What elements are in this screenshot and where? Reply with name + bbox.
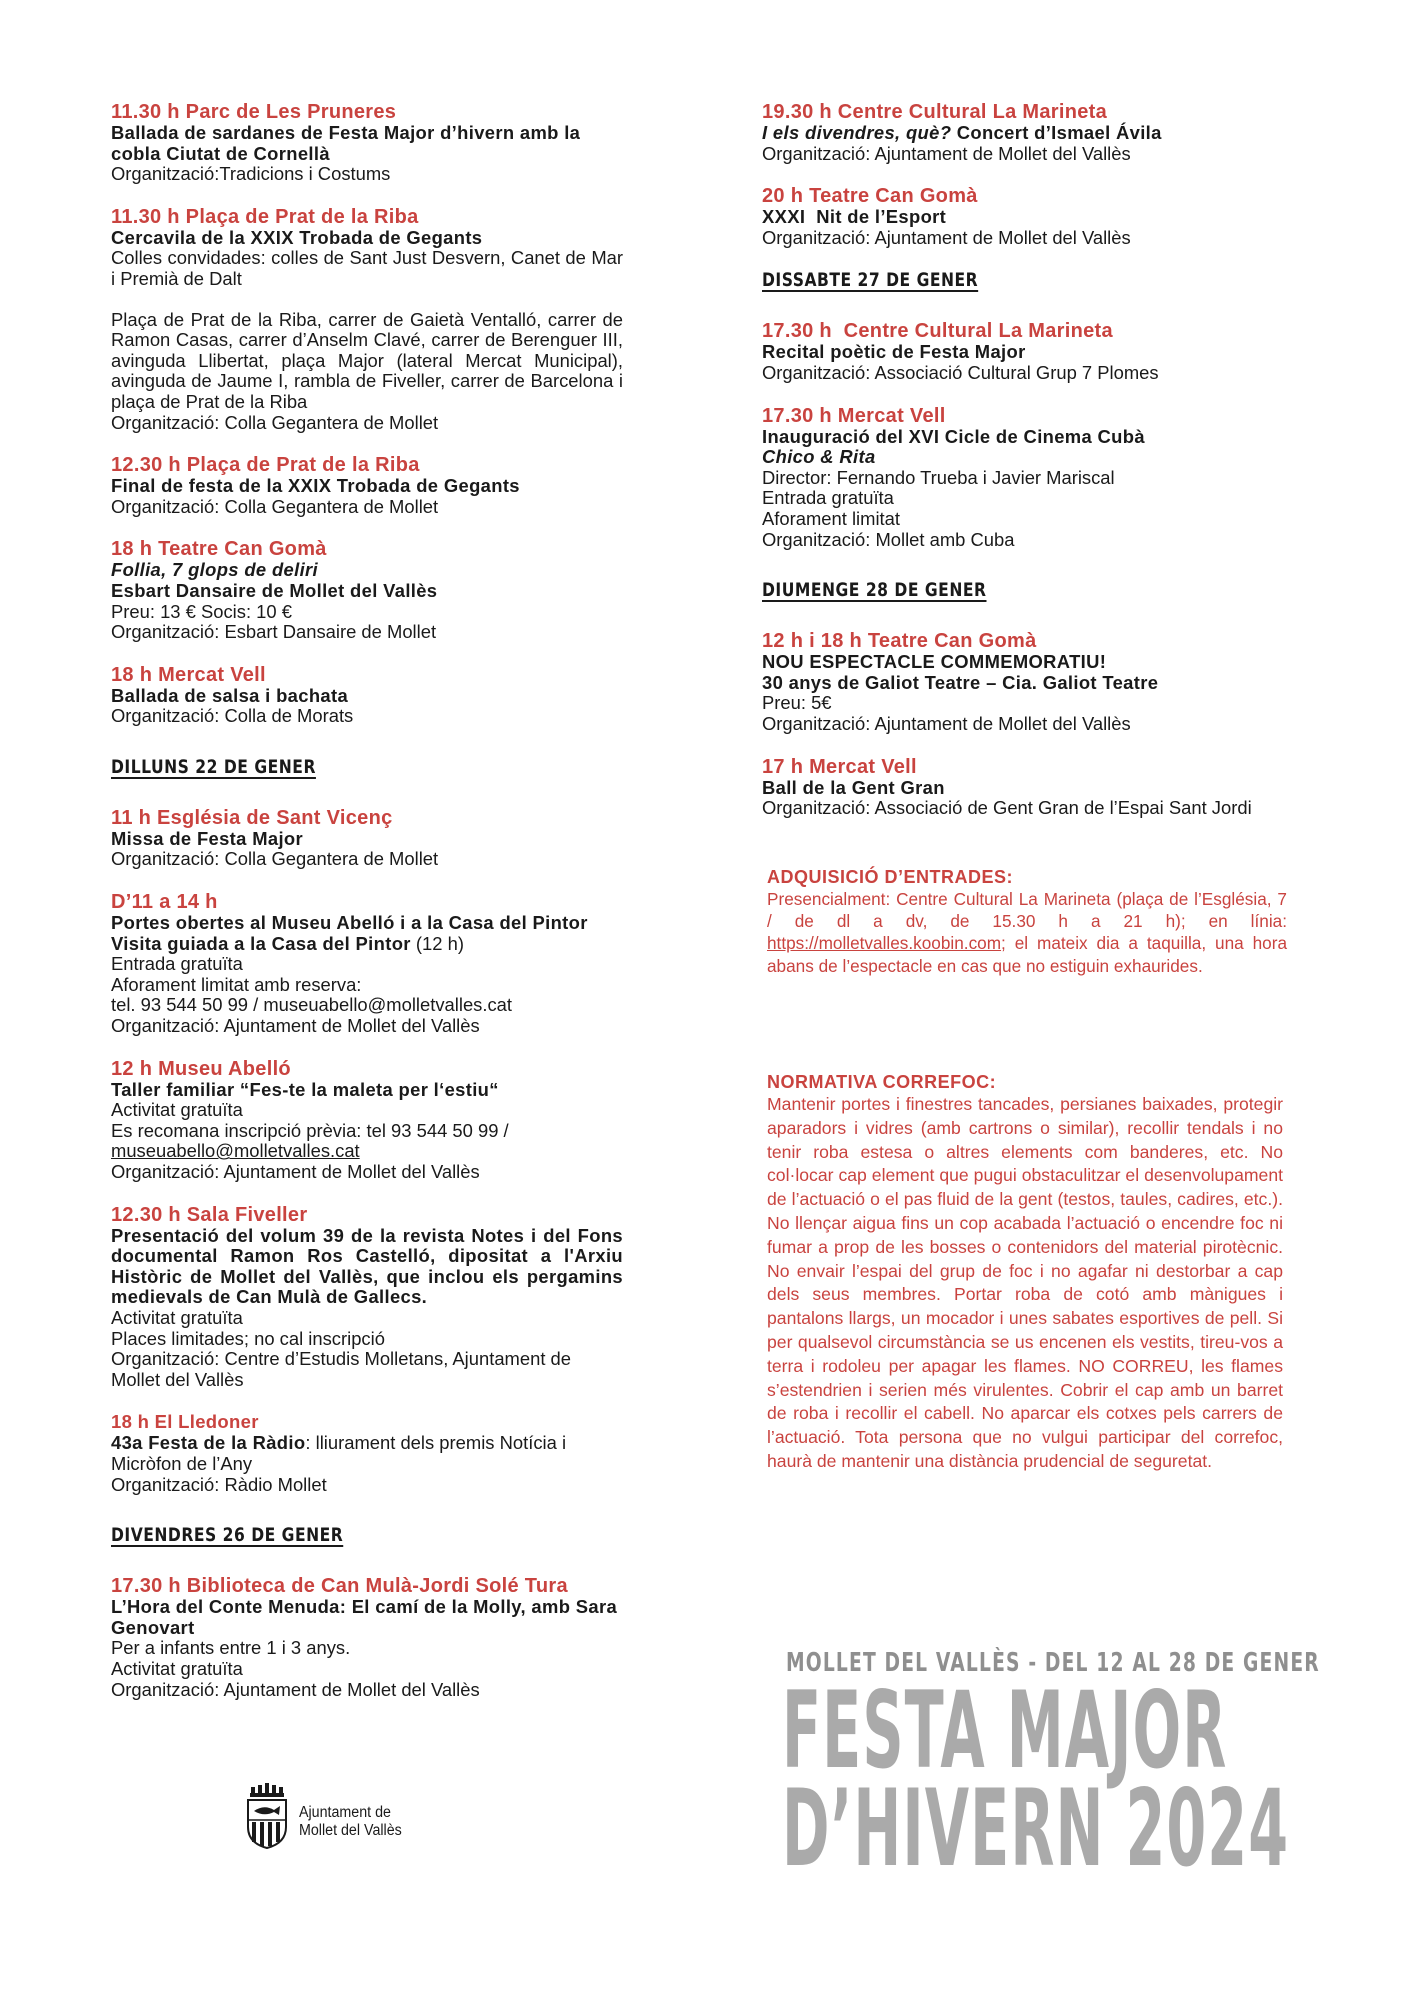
event: [111, 807, 623, 870]
festival-title-line-1: FESTA MAJOR: [782, 1669, 1228, 1792]
event-organizer: Organització: Ajuntament de Mollet del Vallès: [111, 1161, 480, 1182]
event-time: 12 h Museu Abelló: [111, 1057, 291, 1080]
event-organizer: Organització: Colla Gegantera de Mollet: [111, 495, 439, 517]
festival-title: [782, 1669, 1290, 1890]
event-price: Preu: 5€: [762, 692, 832, 714]
visit-time: (12 h): [410, 932, 464, 954]
event: [762, 185, 1294, 248]
event-guests: Colles convidades: colles de Sant Just Desvern, Canet de Mar i Premià de Dalt: [111, 247, 623, 289]
event-title-italic: I els divendres, què?: [762, 122, 952, 143]
festival-subtitle: MOLLET DEL VALLÈS - DEL 12 AL 28 DE GENER: [786, 1648, 1320, 1678]
event-title: Presentació del volum 39 de la revista Notes i del Fons documental Ramon Ros Castelló, dipositat a l'Arxiu Històric de Mollet del Vallès, que inclou els pergamins medievals de Can Mulà de Gallecs.: [111, 1224, 623, 1308]
day-heading: DISSABTE 27 DE GENER: [762, 269, 979, 292]
event: [111, 891, 623, 1037]
event-capacity: Aforament limitat amb reserva:: [111, 973, 362, 995]
right-column: [762, 101, 1294, 840]
event: [762, 101, 1294, 164]
event-visit: [111, 934, 623, 955]
event-time: 12 h i 18 h Teatre Can Gomà: [762, 630, 1037, 653]
event-time: 17.30 h Mercat Vell: [762, 404, 946, 427]
correfoc-text: Mantenir portes i finestres tancades, persianes baixades, protegir aparadors i vidres (amb cartrons o similar), recollir tendals i no tenir roba estesa o altres elements com banderes, etc. No col·locar cap element que pugui obstaculitzar el desenvolupament de l’actuació o el pas fluid de la gent (testos, taules, cadires, etc.). No llençar aigua fins un cop acabada l’actuació o encendre foc ni fumar a prop de les bosses o contenidors del material pirotècnic. No envair l’espai del grup de foc i no agafar ni destorbar a cap dels seus membres. Portar roba de cotó amb mànigues i pantalons llargs, un mocador i unes sabates esportives de pell. Si per qualsevol circumstància se us encenen els vestits, tireu-vos a terra i rodoleu per apagar les flames. NO CORREU, les flames s’estendrien i serien més virulentes. Cobrir el cap amb un barret de roba i recollir el cabell. No aparcar els cotxes pels carrers de l’actuació. Tota persona que no vulgui participar del correfoc, haurà de mantenir una distància prudencial de seguretat.: [767, 1094, 1283, 1471]
day-heading: DIUMENGE 28 DE GENER: [762, 579, 987, 602]
event-time: 17.30 h Centre Cultural La Marineta: [762, 320, 1113, 343]
event-price: Preu: 13 € Socis: 10 €: [111, 600, 292, 622]
event: [762, 320, 1294, 383]
event-time: 18 h Teatre Can Gomà: [111, 538, 327, 561]
event-organizer: Organització: Ajuntament de Mollet del Vallès: [762, 226, 1131, 248]
event-activity: Activitat gratuïta: [111, 1657, 243, 1679]
event-title: Cercavila de la XXIX Trobada de Gegants: [111, 226, 483, 248]
event-title: Ballada de salsa i bachata: [111, 684, 349, 706]
event-title: Recital poètic de Festa Major: [762, 341, 1026, 363]
event-title-rest: Concert d’Ismael Ávila: [951, 122, 1162, 143]
event-organizer: Organització: Colla Gegantera de Mollet: [111, 848, 439, 870]
event-organizer: Organització: Ajuntament de Mollet del Vallès: [762, 142, 1131, 164]
event-time: 18 h El Lledoner: [111, 1411, 259, 1433]
logo-line-2: Mollet del Vallès: [299, 1822, 402, 1839]
event-time: D’11 a 14 h: [111, 891, 218, 914]
event-title: XXXI Nit de l’Esport: [762, 206, 947, 228]
event-time: 11.30 h Plaça de Prat de la Riba: [111, 205, 419, 228]
event-show-title: Follia, 7 glops de deliri: [111, 559, 318, 581]
event-title: NOU ESPECTACLE COMMEMORATIU!: [762, 651, 1107, 673]
event-director: Director: Fernando Trueba i Javier Mariscal: [762, 466, 1115, 488]
event-time: 12.30 h Sala Fiveller: [111, 1203, 308, 1226]
event-organizer: Organització: Ràdio Mollet: [111, 1473, 327, 1495]
event-title-rest: : lliurament dels premis Notícia i Micròfon de l’Any: [111, 1432, 567, 1474]
event: [111, 538, 623, 642]
event: [762, 756, 1294, 819]
logo-text: [299, 1804, 402, 1840]
event-title: Ball de la Gent Gran: [762, 776, 945, 798]
event-activity: Activitat gratuïta: [111, 1099, 243, 1121]
event-signup: Es recomana inscripció prèvia: tel 93 544 50 99 /: [111, 1119, 509, 1141]
day-heading: DIVENDRES 26 DE GENER: [111, 1524, 344, 1547]
event-title: Esbart Dansaire de Mollet del Vallès: [111, 579, 438, 601]
event-title: Ballada de sardanes de Festa Major d’hivern amb la cobla Ciutat de Cornellà: [111, 122, 581, 164]
event-time: 17.30 h Biblioteca de Can Mulà-Jordi Solé Tura: [111, 1575, 568, 1598]
event: [111, 101, 623, 185]
tickets-text: [767, 888, 1287, 977]
event: [111, 1058, 623, 1183]
event-ages: Per a infants entre 1 i 3 anys.: [111, 1637, 351, 1659]
tickets-text-1: Presencialment: Centre Cultural La Marineta (plaça de l’Església, 7 / de dl a dv, de 15.30 h a 21 h); en línia:: [767, 889, 1287, 932]
event-organizer: Organització: Ajuntament de Mollet del Vallès: [111, 1678, 480, 1700]
event-contact: tel. 93 544 50 99 / museuabello@molletvalles.cat: [111, 994, 513, 1016]
event-time: 12.30 h Plaça de Prat de la Riba: [111, 454, 420, 477]
event-places: Places limitades; no cal inscripció: [111, 1327, 385, 1349]
event-entry: Entrada gratuïta: [762, 487, 894, 509]
event-title: Inauguració del XVI Cicle de Cinema Cubà: [762, 425, 1145, 447]
email-link[interactable]: museuabello@molletvalles.cat: [111, 1140, 360, 1162]
event-organizer: Organització: Associació Cultural Grup 7 Plomes: [762, 361, 1159, 383]
event-organizer: Organització: Esbart Dansaire de Mollet: [111, 621, 437, 643]
event-organizer: Organització: Mollet amb Cuba: [762, 528, 1015, 550]
event: [111, 454, 623, 517]
event-organizer: Organització: Ajuntament de Mollet del Vallès: [762, 712, 1131, 734]
event-title: Taller familiar “Fes-te la maleta per l‘estiu“: [111, 1078, 499, 1100]
logo-line-1: Ajuntament de: [299, 1804, 391, 1821]
correfoc-title: NORMATIVA CORREFOC:: [767, 1072, 997, 1092]
event-activity: Activitat gratuïta: [111, 1306, 243, 1328]
event-title: Missa de Festa Major: [111, 827, 303, 849]
event-title: Portes obertes al Museu Abelló i a la Casa del Pintor: [111, 912, 588, 934]
visit-label: Visita guiada a la Casa del Pintor: [111, 932, 411, 954]
event-organizer: Organització: Centre d’Estudis Molletans, Ajuntament de Mollet del Vallès: [111, 1348, 572, 1390]
tickets-text-2: ; el mateix dia a taquilla, una hora abans de l’espectacle en cas que no estiguin exhaurides.: [767, 933, 1287, 976]
event-title: [762, 123, 1294, 144]
event: [111, 1411, 623, 1495]
event-organizer: Organització: Associació de Gent Gran de l’Espai Sant Jordi: [762, 797, 1252, 819]
event-title-bold: 43a Festa de la Ràdio: [111, 1432, 306, 1454]
event-title: [111, 1433, 623, 1474]
event-title: Final de festa de la XXIX Trobada de Gegants: [111, 475, 520, 497]
event-title-2: 30 anys de Galiot Teatre – Cia. Galiot Teatre: [762, 671, 1159, 693]
event-route: Plaça de Prat de la Riba, carrer de Gaietà Ventalló, carrer de Ramon Casas, carrer d’Anselm Clavé, carrer de Berenguer III, avinguda Llibertat, plaça Major (lateral Mercat Municipal), avinguda de Jaume I, rambla de Fiveller, carrer de Barcelona i plaça de Prat de la Riba: [111, 308, 623, 412]
tickets-link[interactable]: https://molletvalles.koobin.com: [767, 933, 1002, 954]
event: [762, 630, 1294, 734]
event-time: 18 h Mercat Vell: [111, 663, 266, 686]
event-title: L’Hora del Conte Menuda: El camí de la Molly, amb Sara Genovart: [111, 1596, 618, 1638]
correfoc-notice: [767, 1071, 1283, 1474]
tickets-title: ADQUISICIÓ D’ENTRADES:: [767, 867, 1014, 887]
event: [762, 405, 1294, 551]
event-time: 19.30 h Centre Cultural La Marineta: [762, 101, 1108, 123]
event-time: 11.30 h Parc de Les Pruneres: [111, 101, 397, 123]
event-capacity: Aforament limitat: [762, 507, 900, 529]
event: [111, 1575, 623, 1700]
festival-title-line-2: D’HIVERN 2024: [782, 1767, 1290, 1890]
event: [111, 206, 623, 433]
event-organizer: Organització: Colla de Morats: [111, 705, 354, 727]
event: [111, 1204, 623, 1391]
event-time: 20 h Teatre Can Gomà: [762, 185, 978, 208]
event: [111, 664, 623, 727]
event-organizer: Organització:Tradicions i Costums: [111, 163, 391, 185]
event-organizer: Organització: Colla Gegantera de Mollet: [111, 411, 439, 433]
city-council-logo: [242, 1783, 442, 1853]
event-time: 17 h Mercat Vell: [762, 755, 917, 778]
event-organizer: Organització: Ajuntament de Mollet del Vallès: [111, 1015, 480, 1037]
event-time: 11 h Església de Sant Vicenç: [111, 806, 393, 829]
event-entry: Entrada gratuïta: [111, 953, 243, 975]
tickets-notice: [767, 866, 1287, 977]
left-column: [111, 101, 623, 1721]
event-film-title: Chico & Rita: [762, 446, 876, 468]
day-heading: DILLUNS 22 DE GENER: [111, 755, 316, 778]
coat-of-arms-icon: [242, 1783, 292, 1849]
